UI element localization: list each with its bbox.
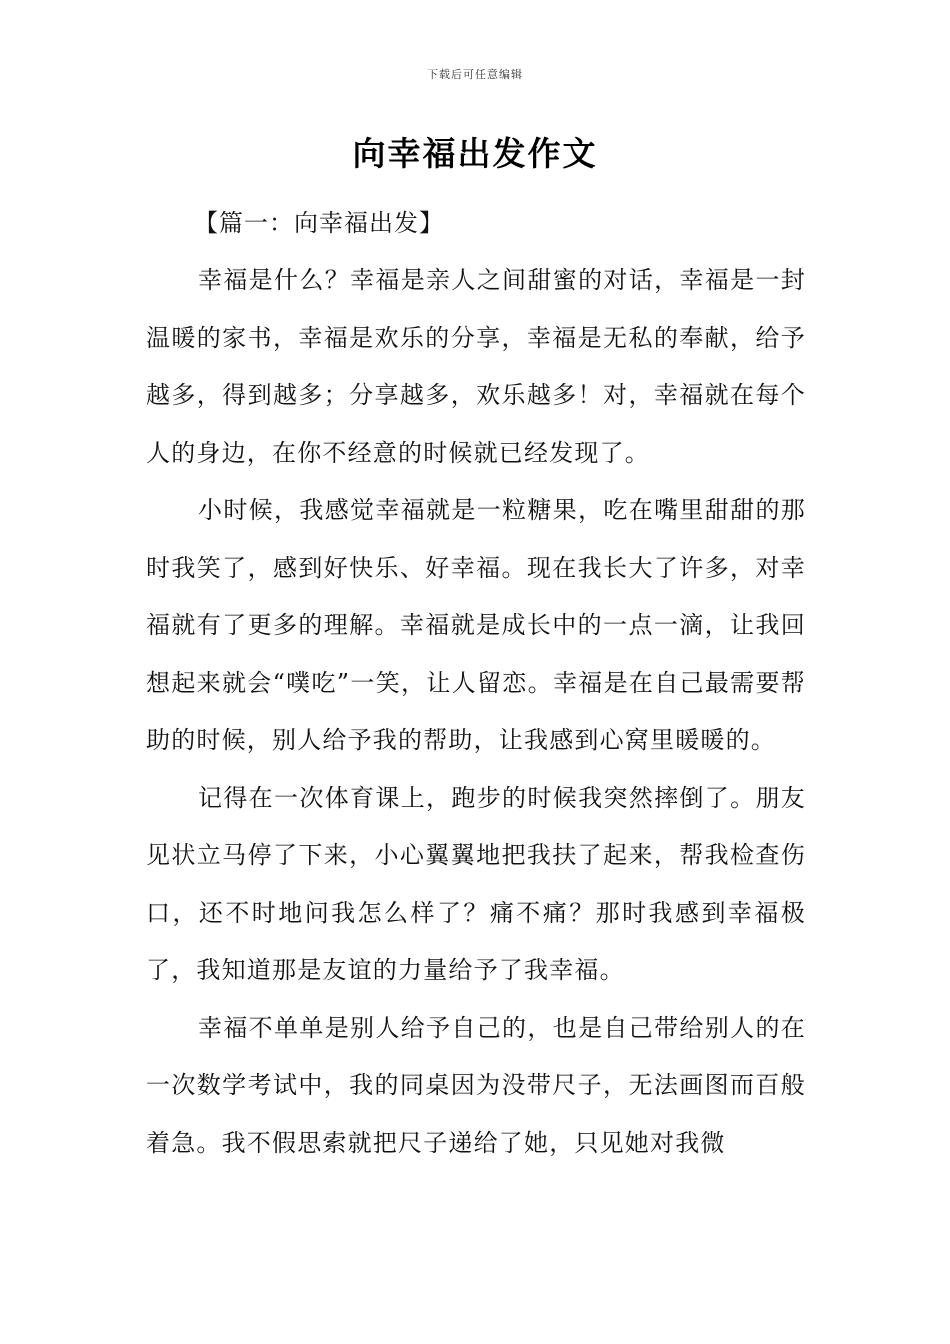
paragraph-2: 小时候，我感觉幸福就是一粒糖果，吃在嘴里甜甜的那时我笑了，感到好快乐、好幸福。现在我长大了许多，对幸福就有了更多的理解。幸福就是成长中的一点一滴，让我回想起来就会“噗吃”一笑，让人留恋。幸福是在自己最需要帮助的时候，别人给予我的帮助，让我感到心窝里暖暖的。 <box>146 496 806 754</box>
paragraph-1: 幸福是什么？幸福是亲人之间甜蜜的对话，幸福是一封温暖的家书，幸福是欢乐的分享，幸福是无私的奉献，给予越多，得到越多；分享越多，欢乐越多！对，幸福就在每个人的身边，在你不经意的时候就已经发现了。 <box>146 266 806 467</box>
paragraph-4: 幸福不单单是别人给予自己的，也是自己带给别人的在一次数学考试中，我的同桌因为没带尺子，无法画图而百般着急。我不假思索就把尺子递给了她，只见她对我微 <box>146 1013 806 1157</box>
header-note: 下载后可任意编辑 <box>427 68 523 81</box>
document-body <box>146 195 806 1172</box>
paragraph-3: 记得在一次体育课上，跑步的时候我突然摔倒了。朋友见状立马停了下来，小心翼翼地把我扶了起来，帮我检查伤口，还不时地问我怎么样了？痛不痛？那时我感到幸福极了，我知道那是友谊的力量给予了我幸福。 <box>146 783 806 984</box>
section-heading: 【篇一：向幸福出发】 <box>194 209 444 237</box>
document-title: 向幸福出发作文 <box>352 134 598 173</box>
